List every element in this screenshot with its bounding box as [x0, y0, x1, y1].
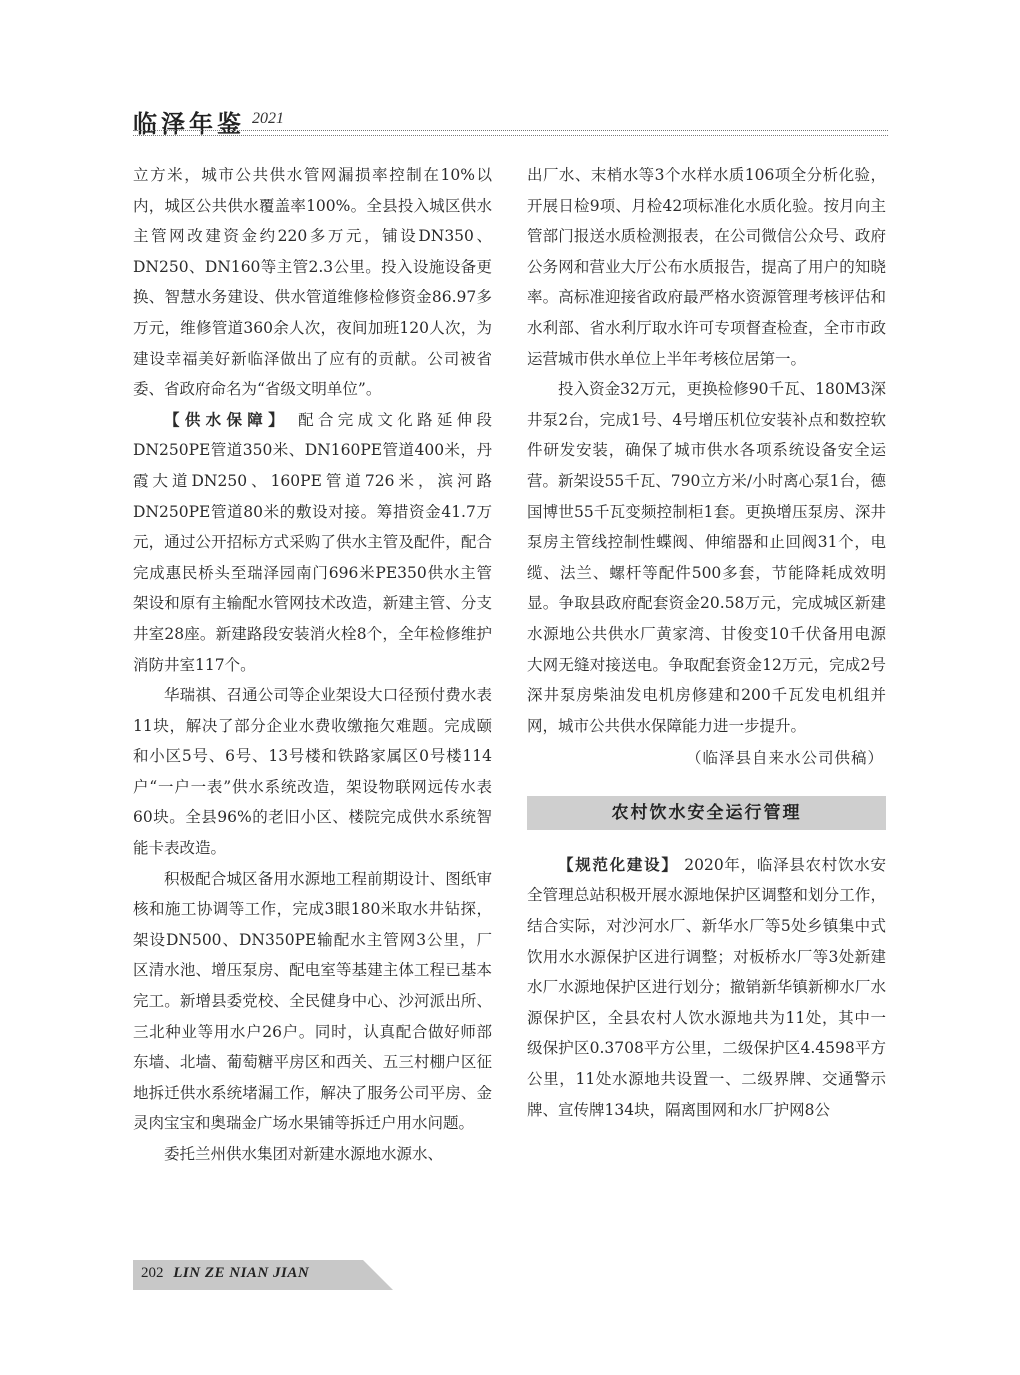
paragraph	[133, 405, 492, 680]
footer-text	[141, 1265, 309, 1282]
source-credit: （临泽县自来水公司供稿）	[685, 749, 884, 768]
yearbook-title: 临泽年鉴	[133, 110, 245, 138]
page-number: 202	[141, 1265, 164, 1281]
paragraph	[527, 850, 886, 1125]
right-column	[527, 160, 886, 1125]
section-heading: 农村饮水安全运行管理	[527, 796, 886, 830]
page-footer	[133, 1260, 393, 1290]
paragraph: 出厂水、末梢水等3个水样水质106项全分析化验，开展日检9项、月检42项标准化水质化验。按月向主管部门报送水质检测报表，在公司微信公众号、政府公务网和营业大厅公布水质报告，提高了用户的知晓率。高标准迎接省政府最严格水资源管理考核评估和水利部、省水利厅取水许可专项督查检查，全市市政运营城市供水单位上半年考核位居第一。	[527, 166, 886, 368]
paragraph-text: 2020年，临泽县农村饮水安全管理总站积极开展水源地保护区调整和划分工作，结合实际，对沙河水厂、新华水厂等5处乡镇集中式饮用水水源保护区进行调整；对板桥水厂等3处新建水厂水源地保护区进行划分；撤销新华镇新柳水厂水源保护区，全县农村人饮水源地共为11处，其中一级保护区0.3708平方公里，二级保护区4.4598平方公里，11处水源地共设置一、二级界牌、交通警示牌、宣传牌134块，隔离围网和水厂护网8公	[527, 855, 886, 1119]
header-divider	[133, 130, 888, 136]
paragraph: 委托兰州供水集团对新建水源地水源水、	[164, 1145, 444, 1163]
paragraph: 华瑞祺、召通公司等企业架设大口径预付费水表11块，解决了部分企业水费收缴拖欠难题。完成颐和小区5号、6号、13号楼和铁路家属区0号楼114户“一户一表”供水系统改造，架设物联网远传水表60块。全县96%的老旧小区、楼院完成供水系统智能卡表改造。	[133, 686, 492, 858]
paragraph: 立方米，城市公共供水管网漏损率控制在10%以内，城区公共供水覆盖率100%。全县投入城区供水主管网改建资金约220多万元，铺设DN350、DN250、DN160等主管2.3公里。投入设施设备更换、智慧水务建设、供水管道维修检修资金86.97多万元，维修管道360余人次，夜间加班120人次，为建设幸福美好新临泽做出了应有的贡献。公司被省委、省政府命名为“省级文明单位”。	[133, 166, 492, 399]
paragraph: 投入资金32万元，更换检修90千瓦、180M3深井泵2台，完成1号、4号增压机位安装补点和数控软件研发安装，确保了城市供水各项系统设备安全运营。新架设55千瓦、790立方米/小时离心泵1台，德国博世55千瓦变频控制柜1套。更换增压泵房、深井泵房主管线控制性蝶阀、伸缩器和止回阀31个，电缆、法兰、螺杆等配件500多套，节能降耗成效明显。争取县政府配套资金20.58万元，完成城区新建水源地公共供水厂黄家湾、甘俊变10千伏备用电源大网无缝对接送电。争取配套资金12万元，完成2号深井泵房柴油发电机房修建和200千瓦发电机组并网，城市公共供水保障能力进一步提升。	[527, 380, 886, 735]
yearbook-year: 2021	[252, 110, 284, 127]
paragraph-text: 配合完成文化路延伸段DN250PE管道350米、DN160PE管道400米，丹霞大道DN250、160PE管道726米，滨河路DN250PE管道80米的敷设对接。筹措资金41.7万元，通过公开招标方式采购了供水主管及配件，配合完成惠民桥头至瑞泽园南门696米PE350供水主管架设和原有主输配水管网技术改造，新建主管、分支井室28座。新建路段安装消火栓8个，全年检修维护消防井室117个。	[133, 410, 492, 674]
paragraph: 积极配合城区备用水源地工程前期设计、图纸审核和施工协调等工作，完成3眼180米取水井钻探，架设DN500、DN350PE输配水主管网3公里，厂区清水池、增压泵房、配电室等基建主体工程已基本完工。新增县委党校、全民健身中心、沙河派出所、三北种业等用水户26户。同时，认真配合做好师部东墙、北墙、葡萄糖平房区和西关、五三村棚户区征地拆迁供水系统堵漏工作，解决了服务公司平房、金灵肉宝宝和奥瑞金广场水果铺等拆迁户用水问题。	[133, 869, 492, 1133]
section-keyword: 【供水保障】	[164, 410, 289, 429]
section-keyword: 【规范化建设】	[558, 855, 679, 874]
publication-name: LIN ZE NIAN JIAN	[173, 1265, 310, 1281]
left-column	[133, 160, 492, 1170]
